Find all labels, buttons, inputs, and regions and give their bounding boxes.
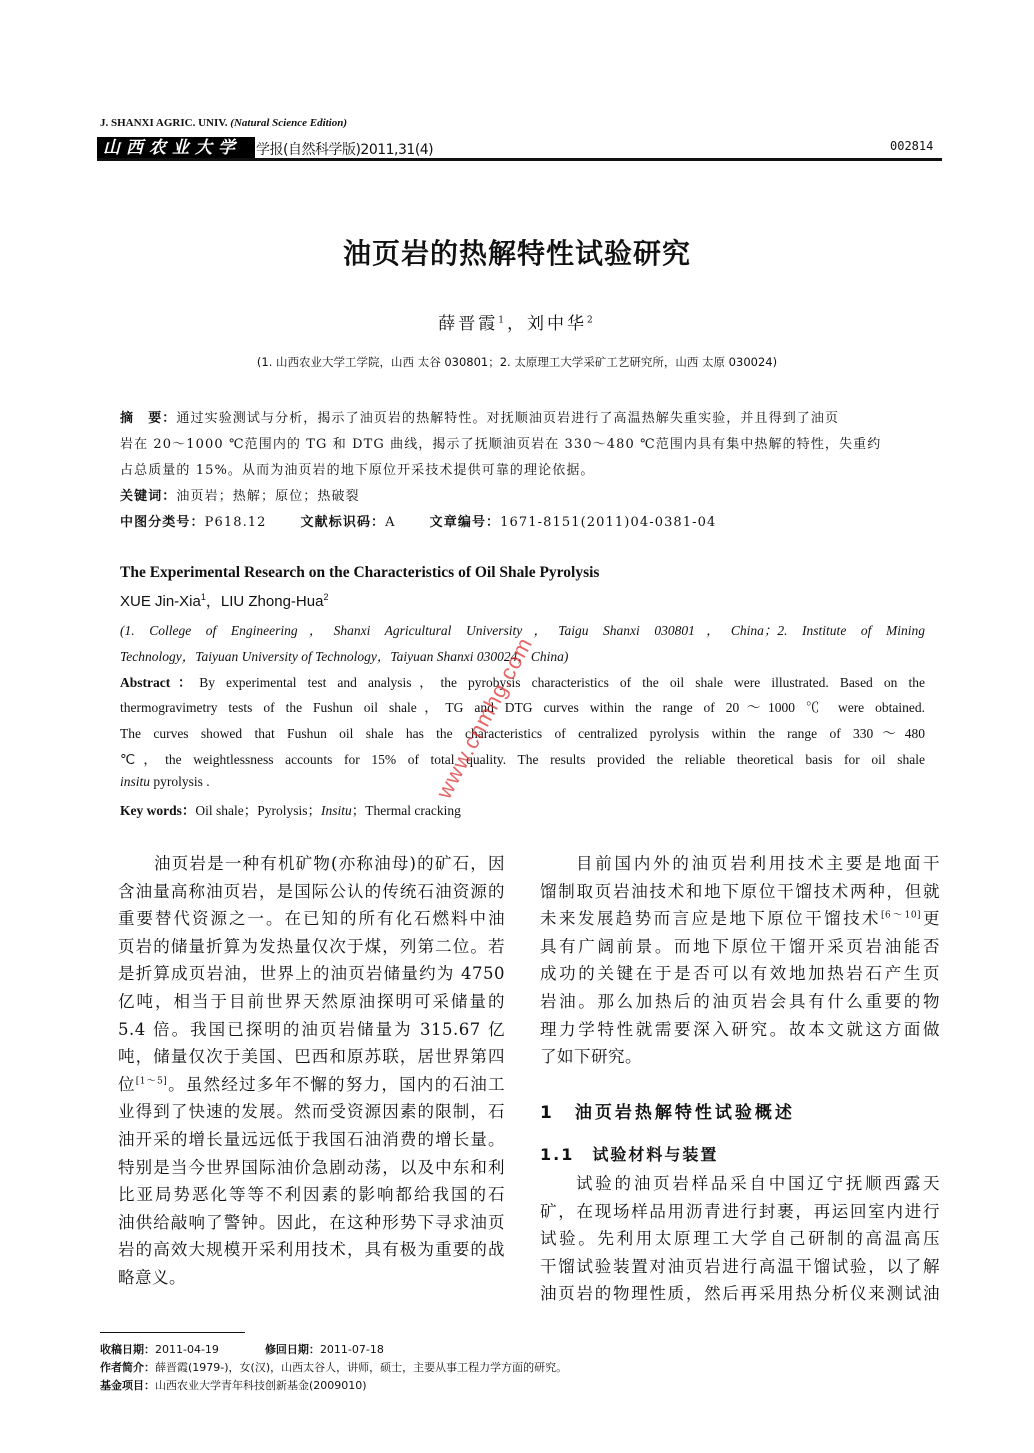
keywords-cn-label: 关键词：	[120, 489, 177, 504]
author-en-1: XUE Jin-Xia	[120, 593, 201, 610]
bio-text: 薛晋霞(1979-)，女(汉)，山西太谷人，讲师，硕士，主要从事工程力学方面的研究。	[155, 1361, 568, 1374]
abstract-en-end: pyrolysis .	[150, 774, 210, 789]
abstract-cn-line: 岩在 20～1000 ℃范围内的 TG 和 DTG 曲线，揭示了抚顺油页岩在 330～480 ℃范围内具有集中热解的特性，失重约	[120, 437, 882, 452]
body-line: 比亚局势恶化等等不利因素的影响都给我国的石	[118, 1185, 505, 1205]
paper-title: 油页岩的热解特性试验研究	[342, 237, 691, 270]
italic-term: insitu	[120, 774, 151, 789]
body-line: 重要替代资源之一。在已知的所有化石燃料中油	[118, 909, 505, 929]
text: 更	[921, 909, 941, 929]
body-line: 吨，储量仅次于美国、巴西和原苏联，居世界第四	[118, 1047, 505, 1067]
body-line: 略意义。	[118, 1268, 186, 1287]
section-heading-1-1: 1.1 试验材料与装置	[540, 1145, 719, 1164]
body-line: 干馏试验装置对油页岩进行高温干馏试验，以了解	[540, 1256, 940, 1276]
section-heading-1: 1 油页岩热解特性试验概述	[540, 1103, 795, 1123]
author-2-sup: 2	[587, 315, 596, 326]
abstract-en-line: ℃，the weightlessness accounts for 15% of total quality. The results provided the reliable theoretical basis for oil shale	[120, 752, 925, 767]
body-line: 油页岩的物理性质，然后再采用热分析仪来测试油	[540, 1284, 940, 1304]
received-label: 收稿日期：	[100, 1343, 155, 1356]
abstract-cn-line: 占总质量的 15%。从而为油页岩的地下原位开采技术提供可靠的理论依据。	[120, 463, 595, 478]
journal-logo: 山西农业大学	[97, 137, 255, 159]
header-rule	[97, 158, 942, 161]
revised-date: 2011-07-18	[319, 1343, 384, 1356]
journal-en: J. SHANXI AGRIC. UNIV.	[100, 117, 228, 129]
authors-cn	[0, 309, 1034, 334]
body-line: 含油量高称油页岩，是国际公认的传统石油资源的	[118, 881, 505, 901]
abstract-en-line	[120, 774, 925, 790]
author-en-2-sup: 2	[323, 592, 329, 602]
edition-en: (Natural Science Edition)	[230, 117, 348, 129]
body-line: 理力学特性就需要深入研究。故本文就这方面做	[540, 1019, 940, 1039]
clc-value: P618.12	[204, 515, 267, 530]
abstract-en-label: Abstract：	[120, 675, 200, 690]
body-line: 油页岩是一种有机矿物(亦称油母)的矿石，因	[154, 854, 505, 873]
footnote-rule	[100, 1332, 245, 1333]
body-line: 试验。先利用太原理工大学自己研制的高温高压	[540, 1229, 940, 1249]
body-line: 成功的关键在于是否可以有效地加热岩石产生页	[540, 964, 940, 984]
abstract-en-line: The curves showed that Fushun oil shale has the characteristics of centralized pyrolysis within the range of 330～480	[120, 726, 925, 741]
citation: [6～10]	[880, 910, 922, 921]
keywords-en	[120, 799, 925, 819]
classification	[120, 511, 920, 530]
body-line: 具有广阔前景。而地下原位干馏开采页岩油能否	[540, 936, 940, 956]
body-line	[540, 905, 940, 929]
page-id: 002814	[890, 139, 934, 153]
fund-label: 基金项目：	[100, 1379, 155, 1392]
body-line: 目前国内外的油页岩利用技术主要是地面干	[576, 854, 940, 873]
watermark: www.cnmhg.com	[431, 632, 538, 803]
abstract-en-line: thermogravimetry tests of the Fushun oil shale，TG and DTG curves within the range of 20～1000 ℃ were obtained.	[120, 700, 925, 715]
body-line: 油开采的增长量远远低于我国石油消费的增长量。	[118, 1130, 505, 1149]
body-line: 是折算成页岩油，世界上的油页岩储量约为 4750	[118, 964, 505, 984]
art-value: 1671-8151(2011)04-0381-04	[500, 515, 717, 530]
abstract-cn-text: 通过实验测试与分析，揭示了油页岩的热解特性。对抚顺油页岩进行了高温热解失重实验，并且得到了油页	[176, 411, 840, 426]
body-line: 馏制取页岩油技术和地下原位干馏技术两种，但就	[540, 881, 940, 901]
body-line: 特别是当今世界国际油价急剧动荡，以及中东和利	[118, 1157, 505, 1177]
affiliation-en-line: Technology，Taiyuan University of Technology，Taiyuan Shanxi 030024，China)	[120, 649, 569, 664]
footnote-fund	[100, 1377, 367, 1393]
doc-value: A	[385, 515, 396, 530]
affiliation-en-line: (1. College of Engineering，Shanxi Agricultural University，Taigu Shanxi 030801，China；2. Institute of Mining	[120, 623, 925, 638]
footnote-dates	[100, 1341, 384, 1357]
keywords-en-text: Oil shale；Pyrolysis；	[195, 803, 322, 818]
body-line: 试验的油页岩样品采自中国辽宁抚顺西露天	[576, 1174, 940, 1193]
text: 位	[118, 1074, 136, 1094]
doc-label: 文献标识码：	[300, 515, 386, 530]
abstract-cn-line	[120, 407, 920, 426]
authors-en	[120, 590, 328, 611]
citation: [1～5]	[135, 1076, 168, 1087]
author-1: 薛晋霞	[438, 314, 499, 334]
bio-label: 作者简介：	[100, 1361, 155, 1374]
body-line: 亿吨，相当于目前世界天然原油探明可采储量的	[118, 992, 505, 1011]
body-line: 岩的高效大规模开采利用技术，具有极为重要的战	[118, 1240, 505, 1260]
keywords-en-label: Key words：	[120, 803, 196, 818]
body-line: 了如下研究。	[540, 1047, 642, 1067]
body-line: 5.4 倍。我国已探明的油页岩储量为 315.67 亿	[118, 1019, 505, 1039]
keywords-cn-value: 油页岩；热解；原位；热破裂	[176, 489, 360, 504]
author-sep: ，	[507, 314, 527, 334]
abstract-en-text: By experimental test and analysis，the pyrobysis characteristics of the oil shale were illustrated. Based on the	[199, 675, 925, 690]
revised-label: 修回日期：	[264, 1343, 320, 1356]
text: 。虽然经过多年不懈的努力，国内的石油工	[167, 1074, 506, 1094]
body-line: 油供给敲响了警钟。因此，在这种形势下寻求油页	[118, 1212, 505, 1232]
keywords-en-italic: Insitu	[321, 803, 352, 818]
body-line	[118, 1071, 505, 1095]
affiliation-cn: (1. 山西农业大学工学院，山西 太谷 030801；2. 太原理工大学采矿工艺研究所，山西 太原 030024)	[256, 355, 778, 369]
body-line: 矿，在现场样品用沥青进行封裹，再运回室内进行	[540, 1201, 940, 1221]
clc-label: 中图分类号：	[120, 515, 205, 530]
keywords-en-end: ；Thermal cracking	[351, 803, 461, 818]
title-en: The Experimental Research on the Characteristics of Oil Shale Pyrolysis	[120, 564, 600, 581]
author-1-sup: 1	[498, 315, 507, 326]
footnote-bio	[100, 1359, 567, 1375]
fund-text: 山西农业大学青年科技创新基金(2009010)	[155, 1379, 367, 1392]
author-en-2: ，LIU Zhong-Hua	[205, 593, 324, 610]
journal-english-name	[100, 117, 347, 129]
author-2: 刘中华	[527, 314, 587, 334]
author-en-1-sup: 1	[200, 592, 206, 602]
keywords-cn	[120, 485, 920, 504]
received-date: 2011-04-19	[155, 1343, 219, 1356]
body-line: 岩油。那么加热后的油页岩会具有什么重要的物	[540, 992, 940, 1011]
art-label: 文章编号：	[429, 515, 501, 530]
abstract-cn-label: 摘 要：	[120, 411, 177, 426]
journal-issue: 学报(自然科学版)2011,31(4)	[256, 142, 434, 158]
text: 未来发展趋势而言应是地下原位干馏技术	[540, 909, 881, 929]
body-line: 业得到了快速的发展。然而受资源因素的限制，石	[118, 1102, 505, 1122]
body-line: 页岩的储量折算为发热量仅次于煤，列第二位。若	[118, 936, 505, 956]
